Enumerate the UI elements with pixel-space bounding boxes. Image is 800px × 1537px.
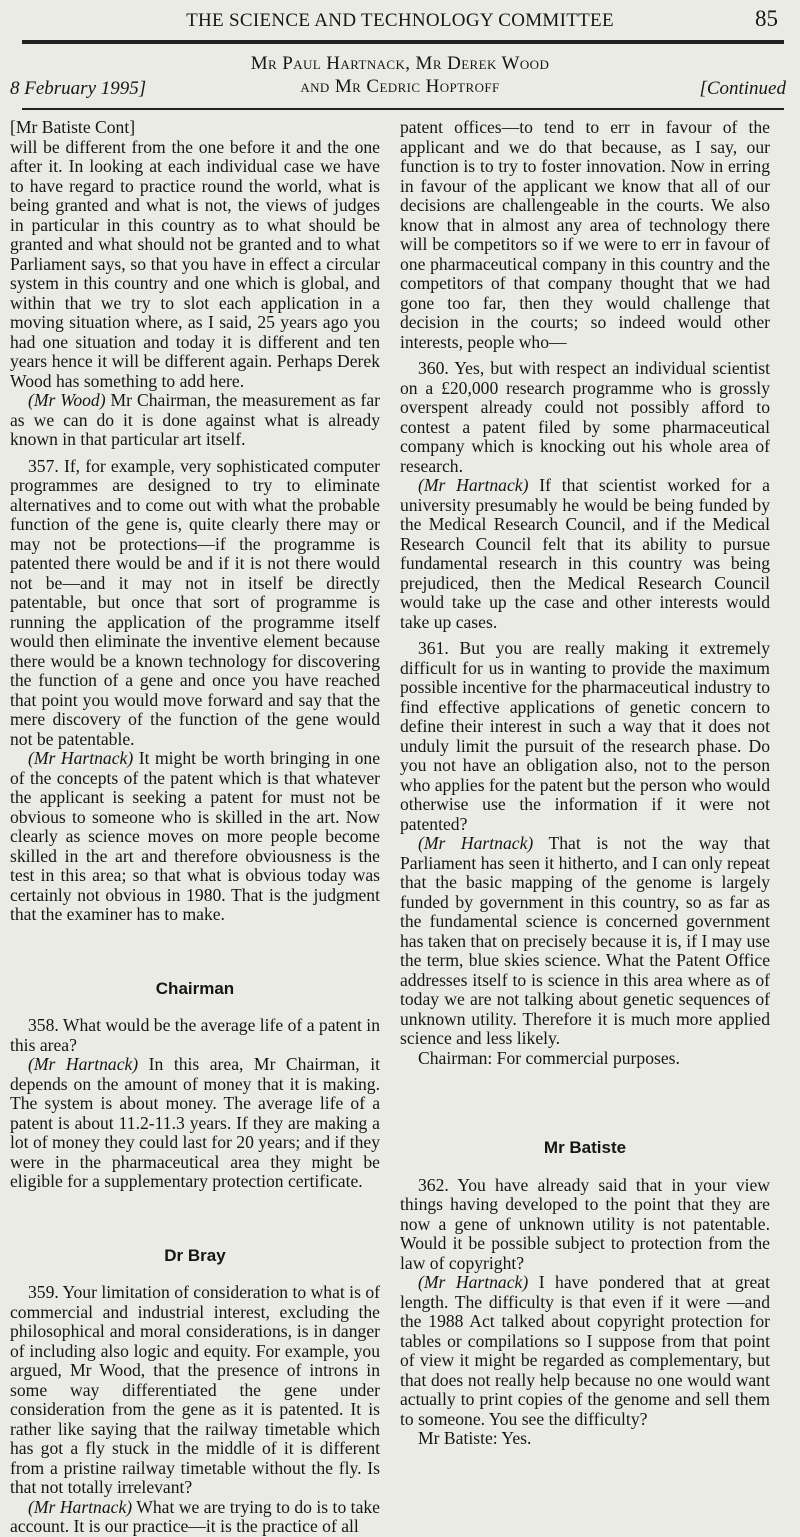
header-rule (22, 108, 784, 110)
top-rule (22, 40, 784, 44)
paragraph: Mr Batiste: Yes. (418, 1428, 532, 1448)
paragraph: (Mr Wood) Mr Chairman, the measurement as far as we can do it is done against what is already known in that particular art itself. (10, 390, 380, 449)
paragraph: (Mr Hartnack) What we are trying to do is to take account. It is our practice—it is the practice of all (10, 1496, 380, 1536)
paragraph: 357. If, for example, very sophisticated computer programmes are designed to try to eliminate alternatives and to come out with what the probable function of the gene is, quite clearly there may or may not be protections—if the programme is patented there would be and if it is not there would not be—and it may not in itself be directly patentable, but once that sort of programme is running the application of the programme itself would then eliminate the inventive element because there would be a known technology for discovering the function of a gene and once you have reached that point you would move forward and say that the mere discovery of the function of the gene would not be patentable. (10, 455, 380, 749)
paragraph: (Mr Hartnack) That is not the way that Parliament has seen it hitherto, and I can only repeat that the basic mapping of the genome is largely funded by government in this country, so as far as the fundamental science is concerned government has taken that on precisely because it is, if I may use the term, blue skies science. What the Patent Office addresses itself to is science in this area where as of today we are not talking about genetic sequences of unknown utility. Therefore it is much more applied science and less likely. (400, 833, 770, 1048)
witness-names (0, 52, 800, 98)
paragraph: 361. But you are really making it extremely difficult for us in wanting to provide the maximum possible incentive for the pharmaceutical industry to find effective applications of genetic concern to define their interest in such a way that it does not unduly limit the pursuit of the research phase. Do you not have an obligation also, not to the person who applies for the patent but the person who would otherwise use the information if it were not patented? (400, 638, 770, 834)
paragraph: (Mr Hartnack) If that scientist worked for a university presumably he would be being funded by the Medical Research Council, and if the Medical Research Council felt that its ability to pursue fundamental research in this country was being prejudiced, then the Medical Research Council would take up the case and other interests would take up cases. (400, 475, 770, 632)
paragraph: (Mr Hartnack) I have pondered that at great length. The difficulty is that even if it were —and the 1988 Act talked about copyright protection for tables or compilations so I suppose from that point of view it might be regarded as complementary, but that does not really help because no one would want actually to print copies of the genome and sell them to someone. You see the difficulty? (400, 1272, 770, 1429)
paragraph: 358. What would be the average life of a patent in this area? (10, 1015, 380, 1055)
witness-header (0, 52, 800, 102)
speaker-name: (Mr Hartnack) (28, 1054, 139, 1074)
running-title: THE SCIENCE AND TECHNOLOGY COMMITTEE (186, 10, 614, 31)
speaker-name: (Mr Hartnack) (28, 1496, 133, 1517)
speaker-heading-bray: Dr Bray (164, 1245, 226, 1265)
speaker-continuation-label: [Mr Batiste Cont] (10, 117, 136, 137)
session-date: 8 February 1995] (10, 78, 147, 99)
right-column (400, 118, 770, 1449)
paragraph: 360. Yes, but with respect an individual scientist on a £20,000 research programme who is grossly overspent already could not possibly afford to contest a patent filed by some pharmaceutical company which is knocking out his whole area of research. (400, 358, 770, 476)
left-column (10, 118, 380, 1537)
paragraph: (Mr Hartnack) It might be worth bringing in one of the concepts of the patent which is that whatever the applicant is seeking a patent for must not be obvious to someone who is skilled in the art. Now clearly as science moves on more people become skilled in the art and therefore obviousness is the test in this area; so that what is obvious today was certainly not obvious in 1980. That is the judgment that the examiner has to make. (10, 748, 381, 924)
paragraph: patent offices—to tend to err in favour of the applicant and we do that because, as I say, our function is to try to foster innovation. Now in erring in favour of the applicant we know that all of our decisions are challengeable in the courts. We also know that in almost any area of technology there will be competitors so if we were to err in favour of one pharmaceutical company in this country and the competitors of that company thought that we had gone too far, then they would challenge that decision in the courts; so indeed would other interests, people who— (400, 117, 770, 352)
speaker-heading-chairman: Chairman (155, 978, 235, 998)
paragraph: 359. Your limitation of consideration to what is of commercial and industrial interest, excluding the philosophical and moral considerations, is in danger of including also logic and equity. For example, you argued, Mr Wood, that the presence of introns in some way differentiated the gene under consideration from the gene as it is patented. It is rather like saying that the railway timetable which has got a fly stuck in the middle of it is different from a pristine railway timetable without the fly. Is that not totally irrelevant? (10, 1282, 380, 1497)
speaker-name: (Mr Hartnack) (28, 748, 134, 768)
speaker-name: (Mr Hartnack) (418, 833, 534, 853)
page-number: 85 (755, 6, 778, 31)
speaker-name: (Mr Hartnack) (418, 1272, 529, 1292)
running-header (0, 6, 800, 36)
speaker-name: (Mr Wood) (28, 390, 106, 410)
witness-names-line-1: Mr Paul Hartnack, Mr Derek Wood (250, 53, 550, 74)
witness-names-line-2: and Mr Cedric Hoptroff (300, 76, 500, 97)
paragraph: Chairman: For commercial purposes. (418, 1047, 680, 1068)
continued-label: [Continued (699, 78, 786, 99)
speaker-heading-batiste: Mr Batiste (543, 1138, 627, 1157)
paragraph: (Mr Hartnack) In this area, Mr Chairman, it depends on the amount of money that it is making. The system is about money. The average life of a patent is about 11.2-11.3 years. If they are making a lot of money they could last for 20 years; and if they were in the pharmaceutical area they might be eligible for a supplementary protection certificate. (10, 1054, 380, 1191)
paragraph: will be different from the one before it and the one after it. In looking at each individual case we have to have regard to practice round the world, what is being granted and what is not, the views of judges in particular in this country as to what should be granted and what should not be granted and to what Parliament says, so that you have in effect a circular system in this country and one which is global, and within that we try to slot each application in a moving situation where, as I said, 25 years ago you had one situation and today it is different and ten years hence it will be different again. Perhaps Derek Wood has something to add here. (10, 136, 380, 391)
speaker-name: (Mr Hartnack) (418, 475, 529, 495)
paragraph: 362. You have already said that in your view things having developed to the point that they are now a gene of unknown utility is not patentable. Would it be possible subject to protection from the law of copyright? (400, 1174, 770, 1273)
